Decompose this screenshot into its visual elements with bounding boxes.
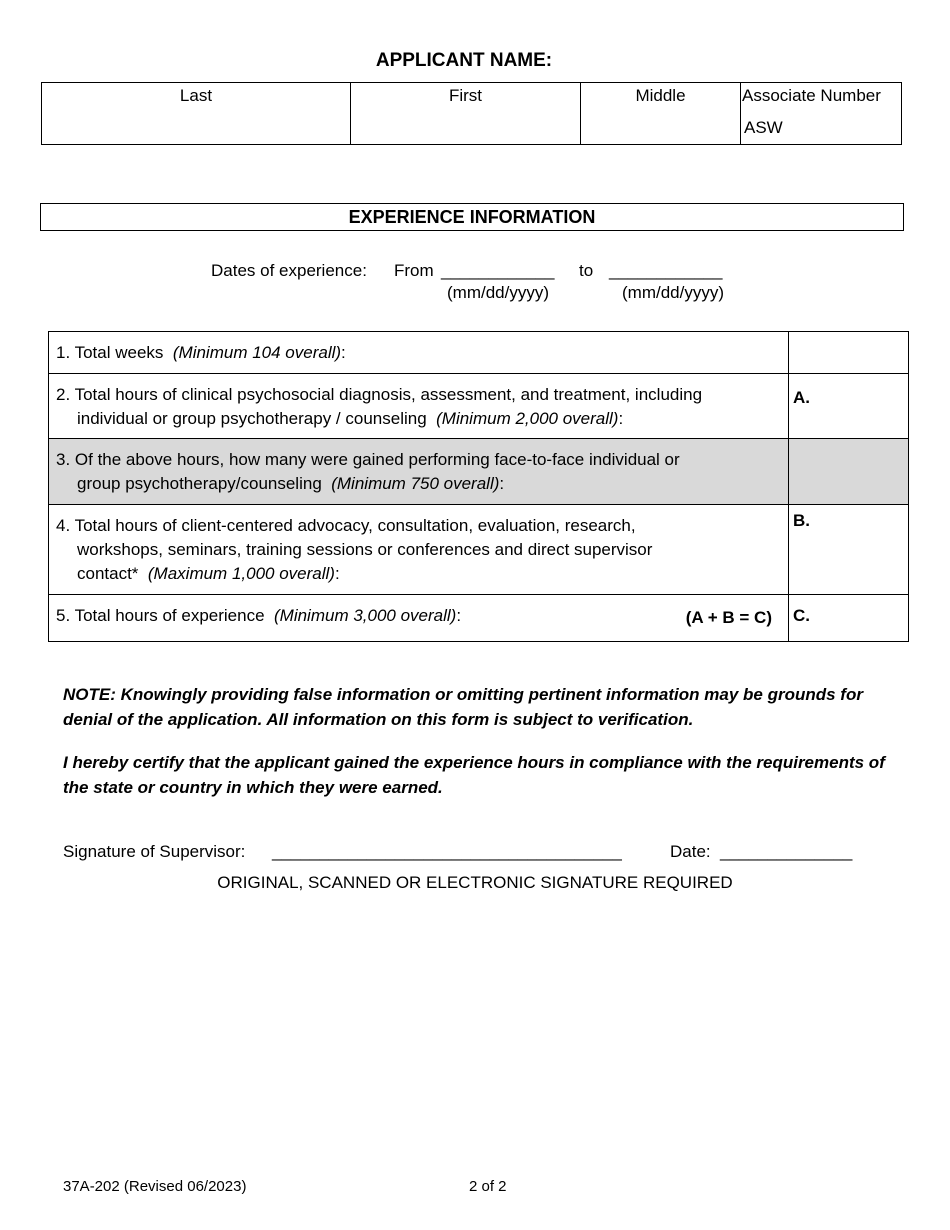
table-row <box>49 374 908 439</box>
answer-label-c: C. <box>793 606 810 625</box>
row-requirement: (Minimum 104 overall) <box>172 343 342 362</box>
experience-info-heading: EXPERIENCE INFORMATION <box>40 203 904 231</box>
table-row <box>49 505 908 595</box>
page-number: 2 of 2 <box>469 1178 507 1195</box>
row-suffix: : <box>334 564 340 583</box>
last-name-field[interactable] <box>42 83 351 144</box>
row-question <box>49 374 789 438</box>
face-to-face-hours-answer[interactable] <box>789 439 908 504</box>
row-suffix: : <box>499 474 505 493</box>
row-text: 3. Of the above hours, how many were gained performing face-to-face individual or <box>56 450 680 469</box>
from-date-format: (mm/dd/yyyy) <box>447 283 549 302</box>
row-text-continued: workshops, seminars, training sessions or conferences and direct supervisor <box>77 540 653 559</box>
certification-statement: I hereby certify that the applicant gained the experience hours in compliance with the requirements of the state or country in which they were earned. <box>63 753 885 797</box>
middle-name-label: Middle <box>635 86 686 105</box>
to-label: to <box>579 261 594 280</box>
associate-number-label: Associate Number <box>742 86 881 105</box>
to-date-field[interactable]: ____________ <box>609 261 723 280</box>
signature-date-label: Date: <box>670 842 711 861</box>
applicant-name-table <box>41 82 902 145</box>
row-question <box>49 439 789 504</box>
form-identifier: 37A-202 (Revised 06/2023) <box>63 1178 247 1195</box>
row-requirement: (Minimum 2,000 overall) <box>436 409 619 428</box>
total-hours-answer[interactable] <box>789 595 908 641</box>
table-row <box>49 595 908 641</box>
false-information-note: NOTE: Knowingly providing false information or omitting pertinent information may be grounds for denial of the application. All information on this form is subject to verification. <box>63 685 863 729</box>
signature-required-notice: ORIGINAL, SCANNED OR ELECTRONIC SIGNATURE REQUIRED <box>217 873 733 892</box>
answer-label-a: A. <box>793 388 810 407</box>
row-suffix: : <box>341 343 346 362</box>
row-question <box>49 332 789 373</box>
row-suffix: : <box>618 409 624 428</box>
middle-name-field[interactable] <box>581 83 741 144</box>
first-name-field[interactable] <box>351 83 581 144</box>
row-text: 4. Total hours of client-centered advocacy, consultation, evaluation, research, <box>56 516 636 535</box>
first-name-label: First <box>448 86 483 105</box>
advocacy-hours-answer[interactable] <box>789 505 908 594</box>
row-question <box>49 595 789 641</box>
supervisor-signature-field[interactable]: _____________________________________ <box>272 842 622 861</box>
row-requirement: (Maximum 1,000 overall) <box>147 564 335 583</box>
clinical-hours-answer[interactable] <box>789 374 908 438</box>
supervisor-signature-label: Signature of Supervisor: <box>63 842 246 861</box>
row-text: 2. Total hours of clinical psychosocial diagnosis, assessment, and treatment, including <box>56 385 703 404</box>
table-row <box>49 332 908 374</box>
to-date-format: (mm/dd/yyyy) <box>622 283 724 302</box>
row-text: 5. Total hours of experience <box>56 606 265 625</box>
experience-hours-table <box>48 331 909 642</box>
from-label: From <box>394 261 434 280</box>
last-name-label: Last <box>179 86 213 105</box>
associate-number-field[interactable] <box>741 83 901 144</box>
row-requirement: (Minimum 750 overall) <box>331 474 500 493</box>
applicant-name-heading: APPLICANT NAME: <box>375 50 553 71</box>
row-requirement: (Minimum 3,000 overall) <box>274 606 457 625</box>
from-date-field[interactable]: ____________ <box>441 261 555 280</box>
row-text-continued: group psychotherapy/counseling <box>77 474 322 493</box>
dates-of-experience-label: Dates of experience: <box>211 261 367 280</box>
row-suffix: : <box>456 606 462 625</box>
signature-date-field[interactable]: ______________ <box>720 842 853 861</box>
row-text-continued: individual or group psychotherapy / counseling <box>77 409 427 428</box>
row-text: 1. Total weeks <box>56 343 164 362</box>
table-row <box>49 439 908 505</box>
row-text-continued-2: contact* <box>77 564 139 583</box>
answer-label-b: B. <box>793 511 810 530</box>
total-weeks-answer[interactable] <box>789 332 908 373</box>
total-formula: (A + B = C) <box>685 608 772 627</box>
associate-number-prefix: ASW <box>744 118 783 137</box>
row-question <box>49 505 789 594</box>
